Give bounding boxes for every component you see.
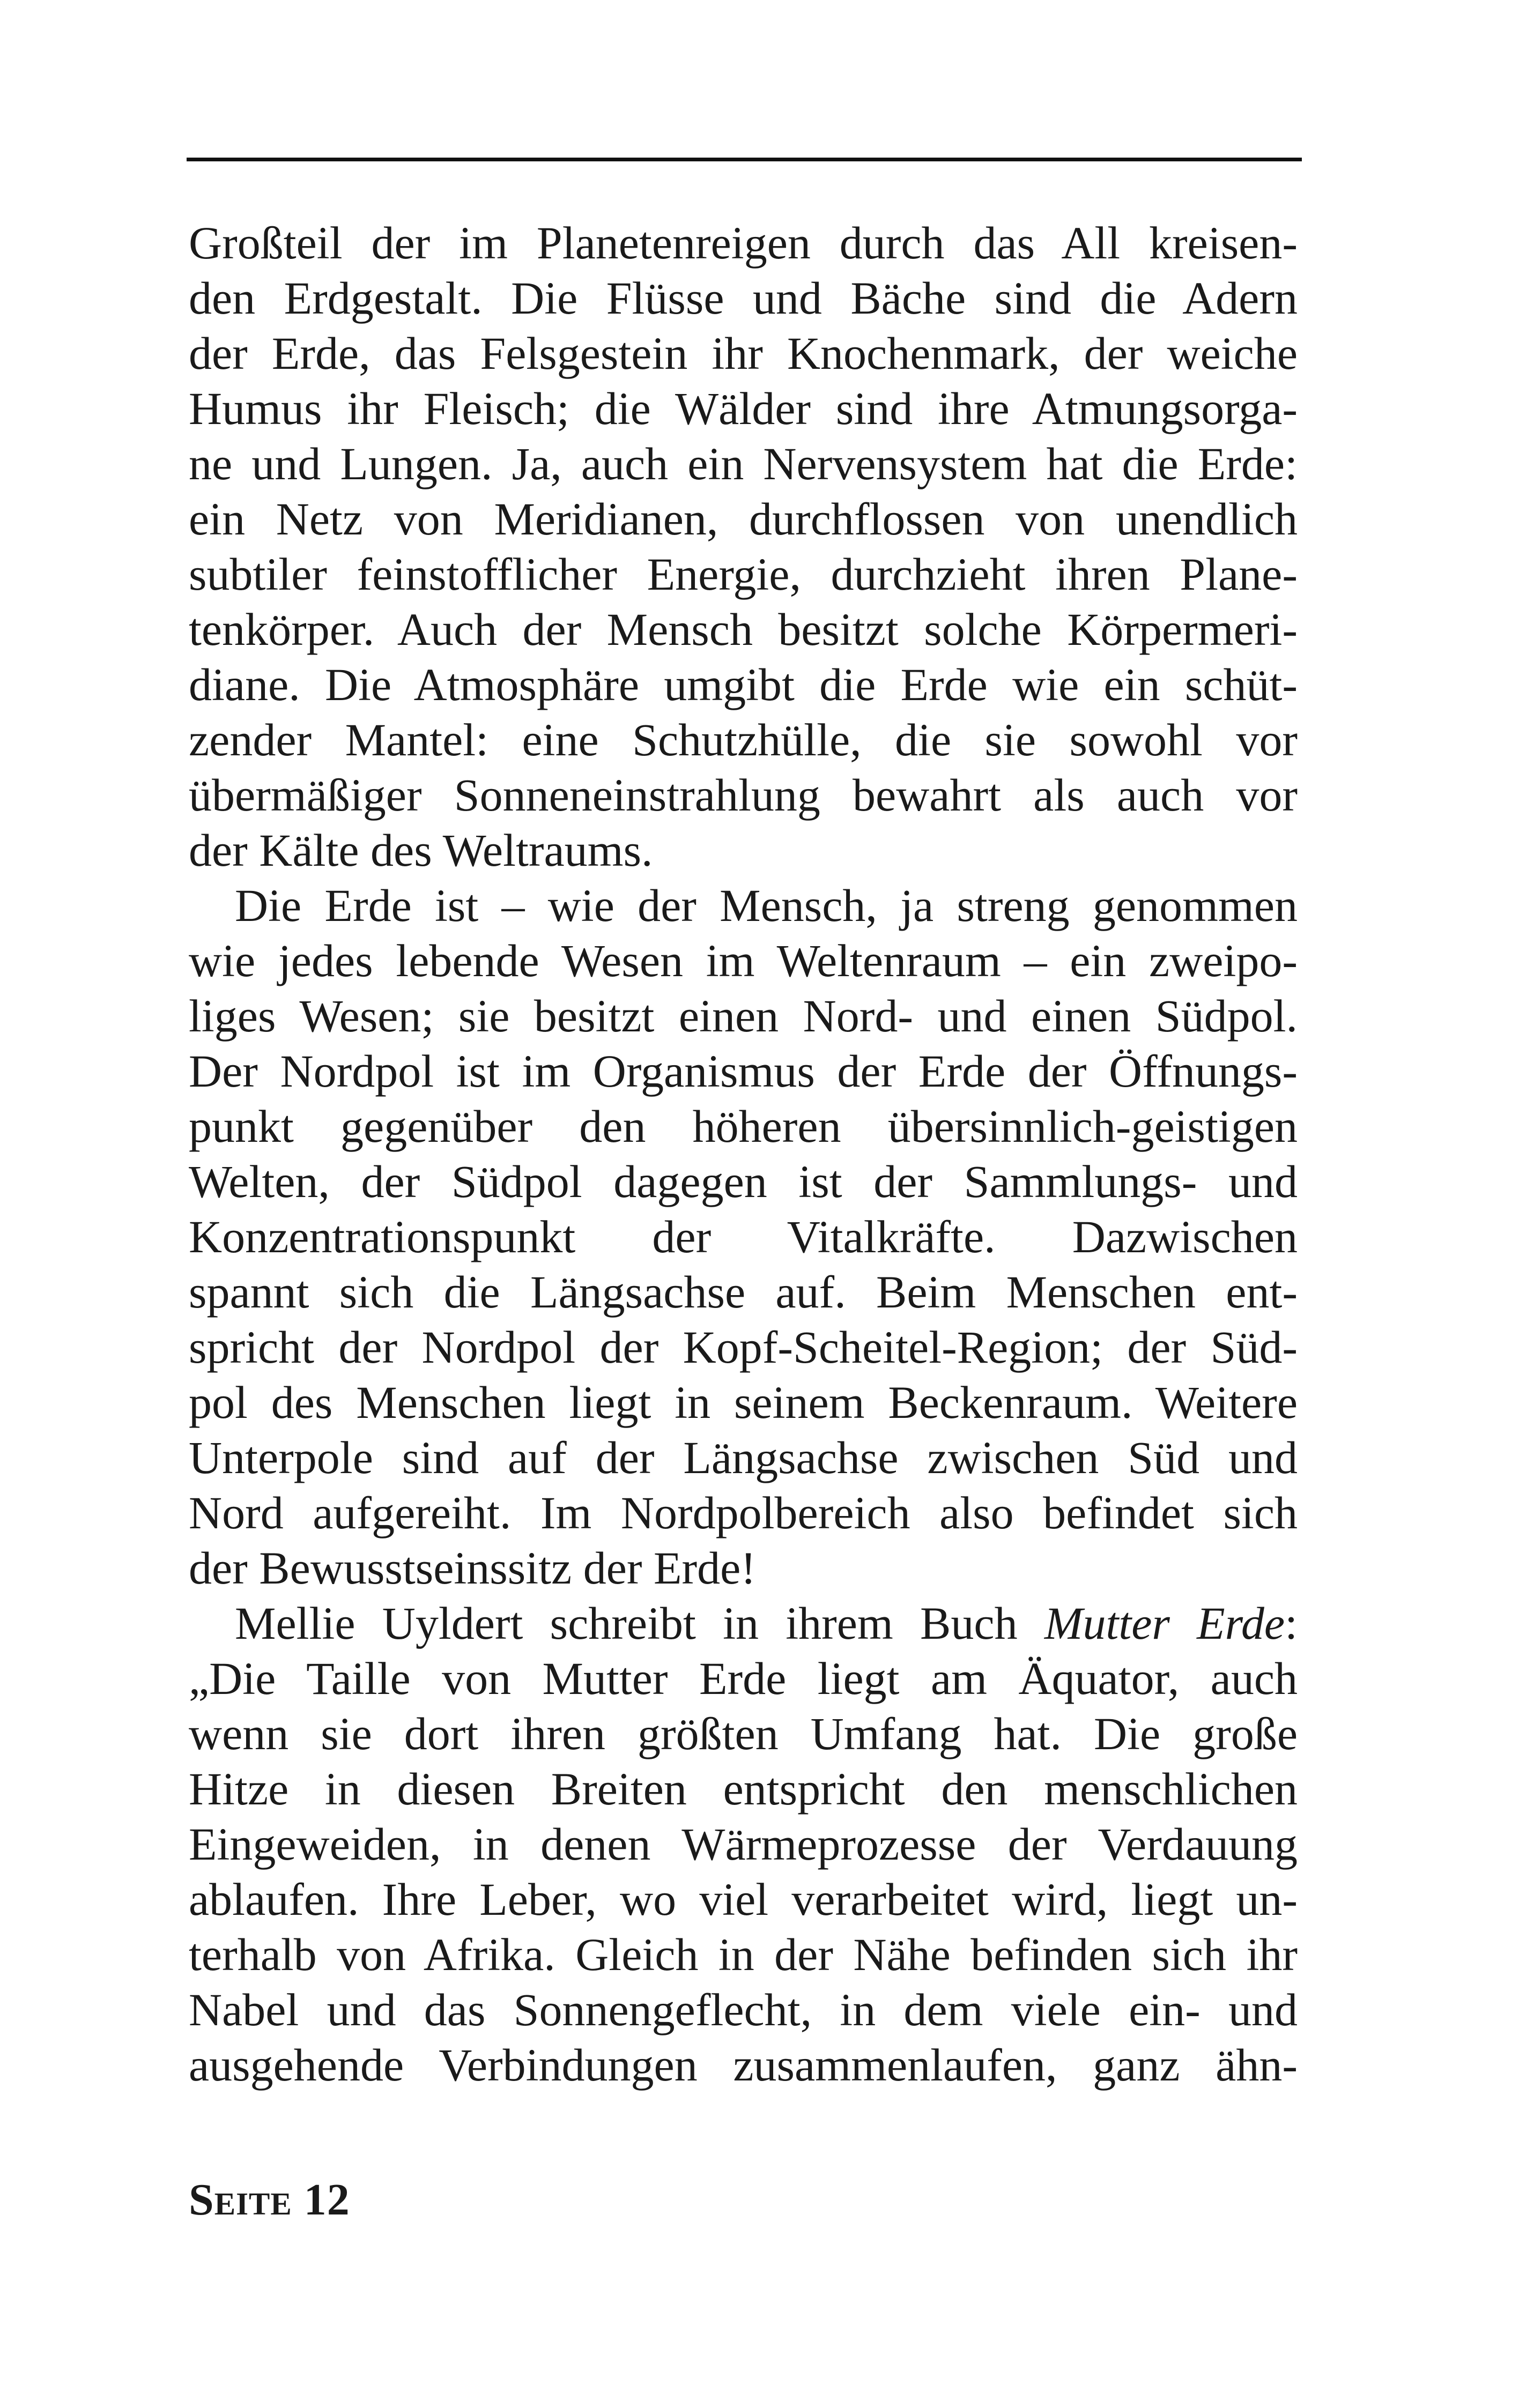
text-line: Hitze in diesen Breiten entspricht den menschlichen (189, 1763, 1298, 1815)
text-line: wenn sie dort ihren größten Umfang hat. Die große (189, 1708, 1298, 1759)
text-line: spannt sich die Längsachse auf. Beim Menschen ent- (189, 1266, 1298, 1318)
page-number-value: 12 (303, 2175, 350, 2225)
text-line: Konzentrationspunkt der Vitalkräfte. Dazwischen (189, 1211, 1298, 1262)
text-line: terhalb von Afrika. Gleich in der Nähe befinden sich ihr (189, 1929, 1298, 1980)
page-number (189, 2174, 350, 2226)
text-fragment: : (1285, 1597, 1298, 1649)
text-line: Nord aufgereiht. Im Nordpolbereich also befindet sich (189, 1487, 1298, 1539)
text-line: ablaufen. Ihre Leber, wo viel verarbeitet wird, liegt un- (189, 1874, 1298, 1925)
text-line: spricht der Nordpol der Kopf-Scheitel-Region; der Süd- (189, 1321, 1298, 1373)
text-line: Nabel und das Sonnengeflecht, in dem viele ein- und (189, 1984, 1298, 2035)
text-line: der Bewusstseinssitz der Erde! (189, 1542, 756, 1594)
text-line: ne und Lungen. Ja, auch ein Nervensystem hat die Erde: (189, 438, 1298, 489)
body-text (189, 215, 1298, 2093)
text-line: ein Netz von Meridianen, durchflossen von unendlich (189, 493, 1298, 545)
text-line: Der Nordpol ist im Organismus der Erde der Öffnungs- (189, 1045, 1298, 1097)
text-line: der Erde, das Felsgestein ihr Knochenmark, der weiche (189, 328, 1298, 379)
text-fragment: Mellie Uyldert schreibt in ihrem Buch (235, 1597, 1044, 1649)
text-line: „Die Taille von Mutter Erde liegt am Äquator, auch (189, 1653, 1298, 1704)
text-line: Die Erde ist – wie der Mensch, ja streng genommen (235, 880, 1298, 931)
text-line: diane. Die Atmosphäre umgibt die Erde wie ein schüt- (189, 659, 1298, 710)
text-line: zender Mantel: eine Schutzhülle, die sie sowohl vor (189, 714, 1298, 765)
text-line: punkt gegenüber den höheren übersinnlich-geistigen (189, 1101, 1298, 1152)
book-title: Mutter Erde (1044, 1597, 1285, 1649)
text-line: übermäßiger Sonneneinstrahlung bewahrt als auch vor (189, 769, 1298, 821)
header-rule (187, 158, 1302, 161)
text-line: der Kälte des Weltraums. (189, 824, 653, 876)
text-line: Unterpole sind auf der Längsachse zwischen Süd und (189, 1432, 1298, 1483)
text-line: liges Wesen; sie besitzt einen Nord- und einen Südpol. (189, 990, 1298, 1042)
text-line: Großteil der im Planetenreigen durch das All kreisen- (189, 217, 1298, 269)
text-line (189, 1596, 1298, 1651)
text-line: pol des Menschen liegt in seinem Beckenraum. Weitere (189, 1377, 1298, 1428)
text-line: den Erdgestalt. Die Flüsse und Bäche sind die Adern (189, 272, 1298, 324)
text-line: Welten, der Südpol dagegen ist der Sammlungs- und (189, 1156, 1298, 1207)
text-line: Humus ihr Fleisch; die Wälder sind ihre Atmungsorga- (189, 383, 1298, 434)
text-line: subtiler feinstofflicher Energie, durchzieht ihren Plane- (189, 548, 1298, 600)
text-line: wie jedes lebende Wesen im Weltenraum – ein zweipo- (189, 935, 1298, 986)
page-label: Seite (189, 2175, 292, 2225)
text-line: ausgehende Verbindungen zusammenlaufen, ganz ähn- (189, 2039, 1298, 2091)
text-line: tenkörper. Auch der Mensch besitzt solche Körpermeri- (189, 604, 1298, 655)
text-line: Eingeweiden, in denen Wärmeprozesse der Verdauung (189, 1818, 1298, 1870)
